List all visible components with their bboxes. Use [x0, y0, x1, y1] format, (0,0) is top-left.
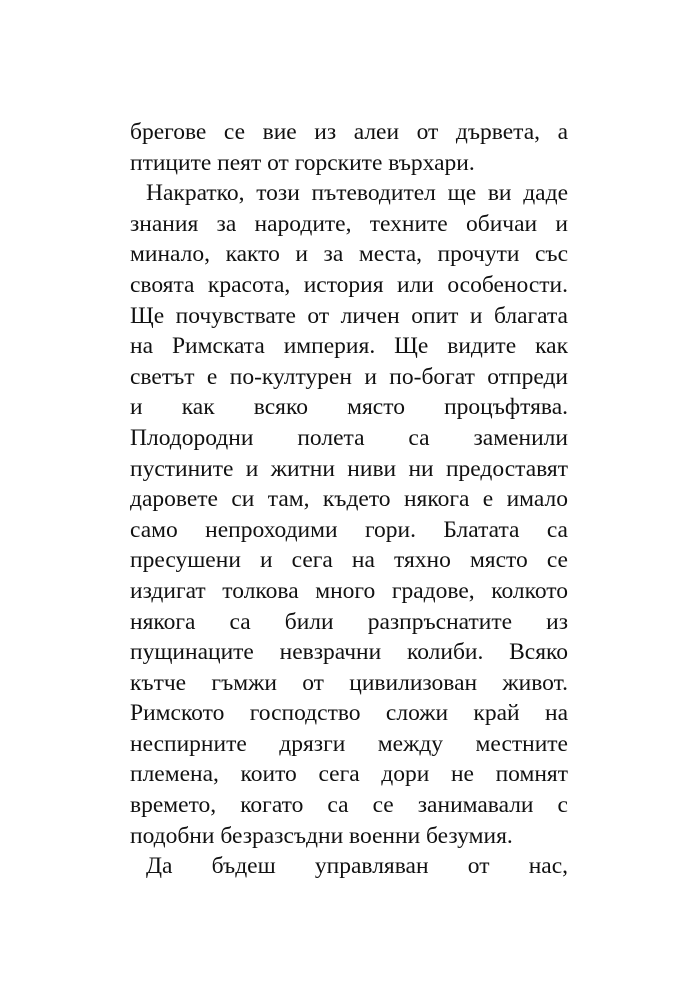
text-line: подобни безразсъдни военни безумия. [130, 822, 513, 849]
text-line: своята красота, история или особености. [130, 271, 568, 298]
text-line: Ще почувствате от личен опит и благата [130, 302, 568, 329]
text-line: пресушени и сега на тяхно място се [130, 547, 568, 574]
text-line: Накратко, този пътеводител ще ви даде [146, 180, 568, 207]
text-line: пустините и житни ниви ни предоставят [130, 455, 568, 482]
text-line: на Римската империя. Ще видите как [130, 333, 568, 360]
text-line: някога са били разпръснатите из [130, 608, 568, 635]
text-line: издигат толкова много градове, колкото [130, 577, 568, 604]
text-line: кътче гъмжи от цивилизован живот. [130, 669, 568, 696]
text-line: знания за народите, техните обичаи и [130, 210, 568, 237]
text-line: брегове се вие из алеи от дървета, а [130, 119, 568, 145]
text-line: птиците пеят от горските върхари. [130, 149, 475, 176]
text-line: само непроходими гори. Блатата са [130, 516, 568, 543]
body-text [130, 117, 568, 882]
text-line: племена, които сега дори не помнят [130, 761, 568, 788]
text-line: минало, както и за места, прочути със [130, 241, 568, 268]
text-line: Плодородни полета са заменили [130, 424, 568, 451]
text-line: Да бъдеш управляван от нас, [146, 853, 568, 880]
text-line: Римското господство сложи край на [130, 700, 568, 727]
text-line: неспирните дрязги между местните [130, 730, 568, 757]
text-line: пущинаците невзрачни колиби. Всяко [130, 639, 568, 666]
text-line: даровете си там, където някога е имало [130, 486, 568, 513]
text-line: времето, когато са се занимавали с [130, 792, 568, 819]
text-line: светът е по-културен и по-богат отпреди [130, 363, 568, 390]
text-line: и как всяко място процъфтява. [130, 394, 568, 421]
